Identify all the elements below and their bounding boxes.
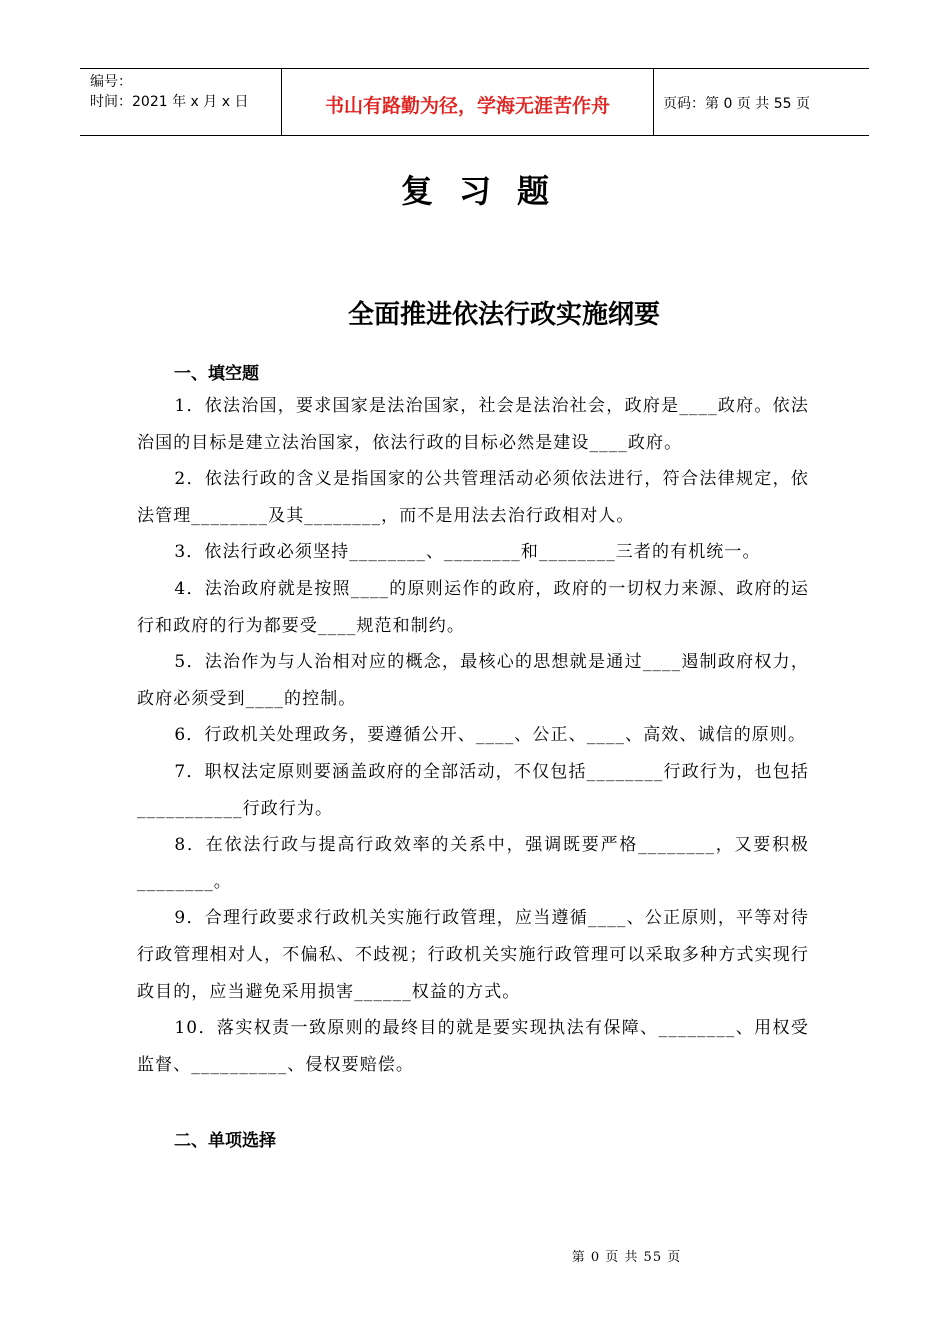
- document-subtitle: 全面推进依法行政实施纲要: [347, 300, 660, 330]
- number-label: 编号：: [90, 74, 132, 90]
- question-list: [137, 388, 809, 1083]
- section-heading-fill-blank: 一、填空题: [174, 364, 259, 384]
- question-2: 2．依法行政的含义是指国家的公共管理活动必须依法进行，符合法律规定，依法管理________及其________，而不是用法去治行政相对人。: [137, 469, 809, 526]
- question-7: 7．职权法定原则要涵盖政府的全部活动，不仅包括________行政行为，也包括___________行政行为。: [137, 761, 809, 819]
- section-heading-single-choice: 二、单项选择: [174, 1131, 276, 1151]
- header-table: [80, 68, 869, 136]
- time-label: 时间：2021 年 x 月 x 日: [90, 94, 249, 110]
- question-8: 8．在依法行政与提高行政效率的关系中，强调既要严格________，又要积极________。: [137, 835, 809, 892]
- page-footer: 第 0 页 共 55 页: [571, 1250, 682, 1265]
- question-4: 4．法治政府就是按照____的原则运作的政府，政府的一切权力来源、政府的运行和政府的行为都要受____规范和制约。: [137, 578, 809, 636]
- header-page-info: 页码：第 0 页 共 55 页: [663, 96, 810, 112]
- question-5: 5．法治作为与人治相对应的概念，最核心的思想就是通过____遏制政府权力，政府必须受到____的控制。: [137, 652, 809, 709]
- document-title: 复习题: [400, 172, 575, 210]
- header-motto: 书山有路勤为径，学海无涯苦作舟: [282, 69, 654, 135]
- question-6: 6．行政机关处理政务，要遵循公开、____、公正、____、高效、诚信的原则。: [174, 725, 807, 746]
- header-meta: [80, 69, 282, 135]
- question-3: 3．依法行政必须坚持________、________和________三者的有机统一。: [174, 542, 761, 563]
- question-10: 10．落实权责一致原则的最终目的就是要实现执法有保障、________、用权受监督、__________、侵权要赔偿。: [137, 1018, 809, 1075]
- question-9: 9．合理行政要求行政机关实施行政管理，应当遵循____、公正原则，平等对待行政管理相对人，不偏私、不歧视；行政机关实施行政管理可以采取多种方式实现行政目的，应当避免采用损害______权益的方式。: [137, 908, 809, 1002]
- question-1: 1．依法治国，要求国家是法治国家，社会是法治社会，政府是____政府。依法治国的目标是建立法治国家，依法行政的目标必然是建设____政府。: [137, 396, 809, 453]
